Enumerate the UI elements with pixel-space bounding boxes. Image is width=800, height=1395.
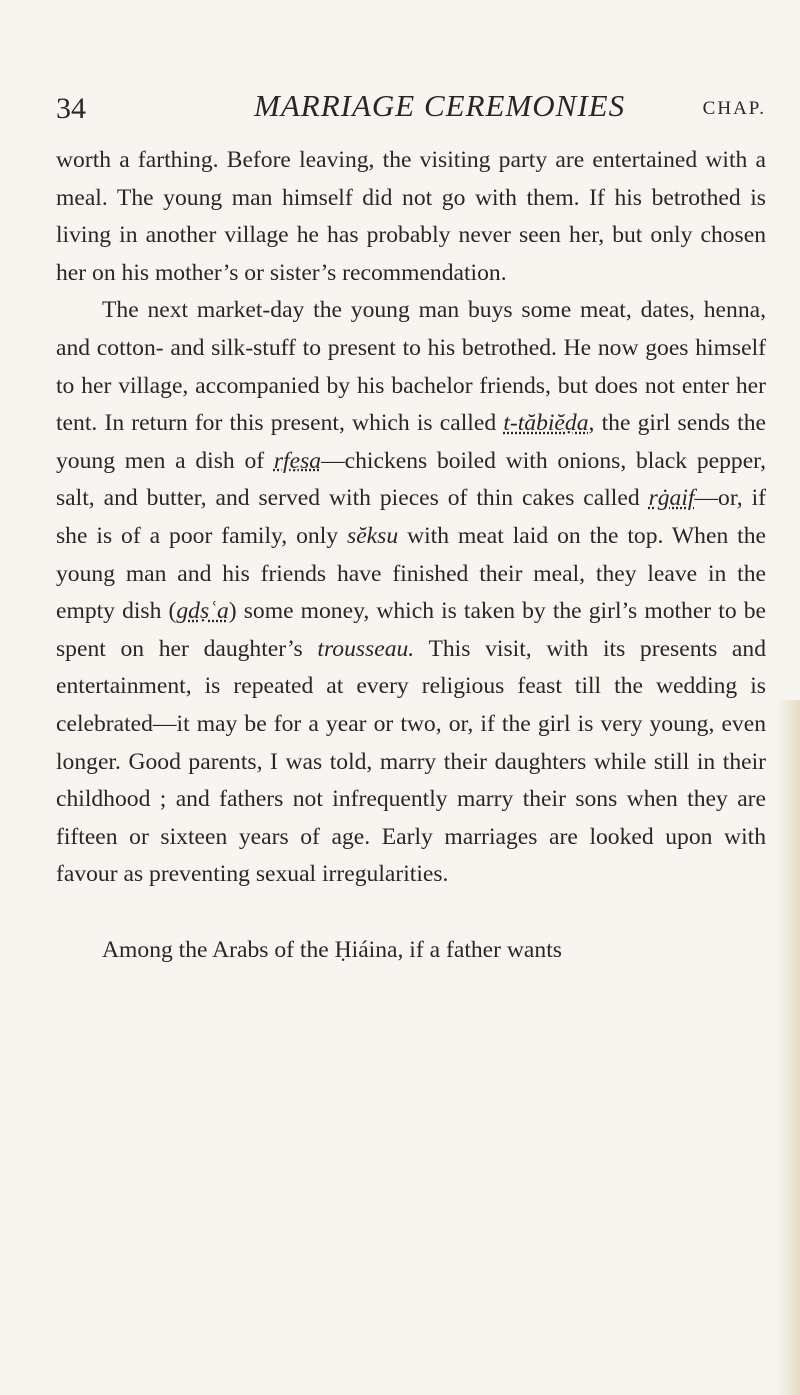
term-rfesa: rfẹsa xyxy=(273,447,322,474)
chapter-title: MARRIAGE CEREMONIES xyxy=(254,88,626,123)
paragraph-2-text-4: —or, if she is of a poor family, only xyxy=(56,485,766,549)
paragraph-2-text-6: ) some money, which is taken by the girl’s mother to be spent on her daughter’s xyxy=(56,598,766,662)
running-head xyxy=(56,88,766,132)
term-rgaif: rġaif xyxy=(648,485,695,512)
paragraph-2-text-3: —chickens boiled with onions, black pepper, salt, and butter, and served with pieces of thin cakes called xyxy=(56,447,766,512)
body-text xyxy=(56,142,766,969)
term-seksu: sĕksu xyxy=(347,522,399,549)
term-gdsa: gdṣʿa xyxy=(176,598,229,625)
paragraph-2 xyxy=(56,292,766,894)
paragraph-3: Among the Arabs of the Ḥiáina, if a father wants xyxy=(102,936,562,963)
paragraph-1: worth a farthing. Before leaving, the visiting party are entertained with a meal. The young man himself did not go with them. If his betrothed is living in another village he has probably never seen her, but only chosen her on his mother’s or sister’s recommendation. xyxy=(56,147,766,286)
chap-label: CHAP. xyxy=(702,98,766,119)
page-edge-shading xyxy=(776,700,800,1395)
paragraph-2-text-2: , the girl sends the young men a dish of xyxy=(56,410,766,474)
paragraph-2-text-5: with meat laid on the top. When the young man and his friends have finished their meal, they leave in the empty dish ( xyxy=(56,522,767,625)
paragraph-2-text-7: This visit, with its presents and entertainment, is repeated at every religious feast till the wedding is celebrated—it may be for a year or two, or, if the girl is very young, even longer. Good parents, I was told, marry their daughters while still in their childhood ; and fathers not infrequently marry their sons when they are fifteen or sixteen years of age. Early marriages are looked upon with favour as preventing sexual irregularities. xyxy=(56,635,766,888)
page-number: 34 xyxy=(56,92,86,125)
term-t-tabieda: t-tăbiĕḍa xyxy=(503,410,589,437)
term-trousseau: trousseau. xyxy=(317,635,415,662)
paragraph-2-text-1: The next market-day the young man buys some meat, dates, henna, and cotton- and silk-stuff to present to his betrothed. He now goes himself to her village, accompanied by his bachelor friends, but does not enter her tent. In return for this present, which is called xyxy=(56,297,766,437)
